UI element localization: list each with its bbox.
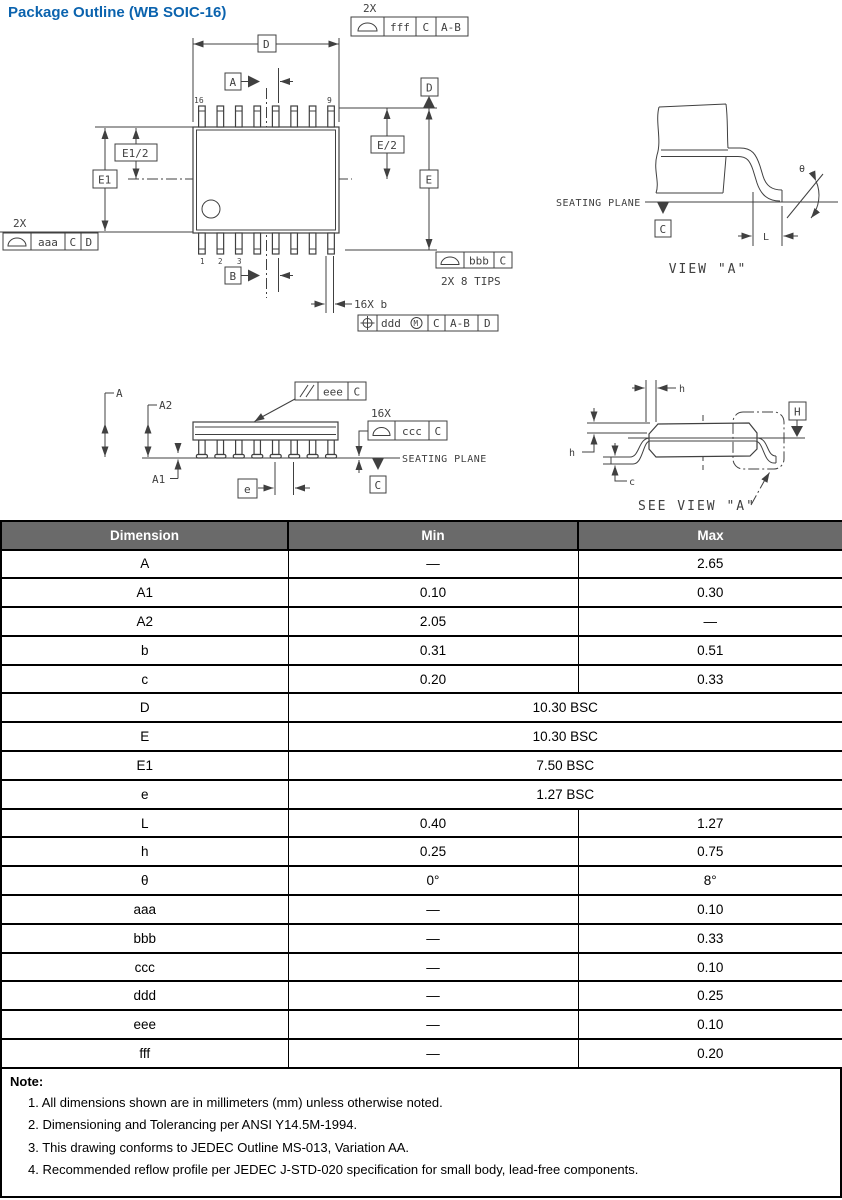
dimension-cell: A2 bbox=[1, 607, 288, 636]
bsc-value-cell: 1.27 BSC bbox=[288, 780, 842, 809]
min-value-cell: 2.05 bbox=[288, 607, 578, 636]
max-value-cell: 0.30 bbox=[578, 578, 842, 607]
dim-e1-half-label: E1/2 bbox=[122, 147, 149, 160]
bsc-value-cell: 7.50 BSC bbox=[288, 751, 842, 780]
page-title: Package Outline (WB SOIC-16) bbox=[8, 4, 227, 21]
pin-16-label: 16 bbox=[194, 96, 204, 105]
notes-section bbox=[0, 1069, 842, 1198]
dimension-cell: c bbox=[1, 665, 288, 694]
lead-foot bbox=[215, 455, 226, 459]
max-value-cell: — bbox=[578, 607, 842, 636]
lead bbox=[309, 440, 315, 455]
fcf-fff-tolerance: fff bbox=[390, 21, 410, 34]
qty-2x-top-label: 2X bbox=[363, 2, 377, 15]
fcf-aaa-tolerance: aaa bbox=[38, 236, 58, 249]
dimension-cell: θ bbox=[1, 866, 288, 895]
dim-a2-label: A2 bbox=[159, 399, 173, 412]
dimension-table bbox=[0, 520, 842, 1069]
min-value-cell: — bbox=[288, 1039, 578, 1068]
lead bbox=[291, 440, 297, 455]
pin bbox=[254, 106, 261, 127]
table-row bbox=[1, 809, 842, 838]
fcf-fff-datum-1: C bbox=[422, 21, 430, 34]
pin bbox=[309, 106, 316, 127]
table-row bbox=[1, 837, 842, 866]
header-dimension: Dimension bbox=[1, 521, 288, 550]
max-value-cell: 0.33 bbox=[578, 924, 842, 953]
min-value-cell: — bbox=[288, 953, 578, 982]
dimension-cell: aaa bbox=[1, 895, 288, 924]
left-lead bbox=[611, 438, 650, 464]
min-value-cell: — bbox=[288, 1010, 578, 1039]
pin bbox=[291, 233, 298, 254]
fcf-ddd-modifier: M bbox=[413, 318, 419, 328]
lead-foot bbox=[289, 455, 300, 459]
table-row bbox=[1, 924, 842, 953]
lead-foot bbox=[233, 455, 244, 459]
dimension-table-section bbox=[0, 520, 842, 1198]
fcf-eee-tolerance: eee bbox=[323, 385, 343, 399]
datum-c-triangle-icon bbox=[657, 202, 669, 214]
datum-flag-h-label: H bbox=[794, 405, 801, 419]
max-value-cell: 0.51 bbox=[578, 636, 842, 665]
max-value-cell: 0.33 bbox=[578, 665, 842, 694]
fcf-ddd-datum-2: A-B bbox=[450, 317, 470, 330]
table-row bbox=[1, 578, 842, 607]
leader-line bbox=[615, 478, 627, 481]
pin bbox=[217, 106, 224, 127]
package-body-end-view bbox=[649, 423, 757, 457]
seating-plane-label: SEATING PLANE bbox=[556, 198, 641, 209]
dim-d-label: D bbox=[263, 38, 270, 51]
fcf-ddd-datum-1: C bbox=[433, 317, 440, 330]
side-view-drawing bbox=[80, 370, 520, 515]
dim-a-label: A bbox=[116, 387, 123, 400]
pin-3-label: 3 bbox=[237, 257, 242, 266]
fcf-aaa-datum-2: D bbox=[85, 236, 93, 249]
min-value-cell: — bbox=[288, 550, 578, 579]
pin bbox=[309, 233, 316, 254]
table-row bbox=[1, 1010, 842, 1039]
qty-2x-left-label: 2X bbox=[13, 217, 27, 230]
dim-c-label: c bbox=[629, 477, 636, 488]
table-row bbox=[1, 751, 842, 780]
lead bbox=[273, 440, 279, 455]
fcf-eee-datum-1: C bbox=[353, 385, 361, 399]
pin bbox=[199, 233, 206, 254]
max-value-cell: 1.27 bbox=[578, 809, 842, 838]
top-view-drawing bbox=[0, 0, 540, 345]
min-value-cell: — bbox=[288, 981, 578, 1010]
fcf-ddd bbox=[358, 315, 498, 331]
fcf-aaa-datum-1: C bbox=[69, 236, 77, 249]
fcf-ddd-datum-3: D bbox=[484, 317, 491, 330]
min-value-cell: 0.25 bbox=[288, 837, 578, 866]
lead bbox=[217, 440, 223, 455]
pin bbox=[328, 106, 335, 127]
lead bbox=[236, 440, 242, 455]
min-value-cell: 0.31 bbox=[288, 636, 578, 665]
max-value-cell: 0.75 bbox=[578, 837, 842, 866]
dim-e1-label: E1 bbox=[98, 173, 112, 187]
fcf-ccc-tolerance: ccc bbox=[402, 425, 422, 438]
table-row bbox=[1, 1039, 842, 1068]
end-view-drawing bbox=[555, 370, 842, 520]
fcf-ccc bbox=[368, 421, 447, 440]
datum-flag-d-label: D bbox=[426, 81, 433, 95]
dim-e-label: e bbox=[244, 483, 251, 496]
table-row bbox=[1, 895, 842, 924]
pin-2-label: 2 bbox=[218, 257, 223, 266]
datum-b-label: B bbox=[229, 270, 237, 283]
pin bbox=[236, 233, 243, 254]
datum-a-label: A bbox=[229, 76, 237, 89]
fcf-aaa bbox=[3, 233, 98, 250]
lead-foot bbox=[307, 455, 318, 459]
dimension-cell: bbb bbox=[1, 924, 288, 953]
lead-foot bbox=[270, 455, 281, 459]
dim-a1-label: A1 bbox=[152, 473, 166, 486]
datum-b-arrow-icon bbox=[248, 270, 260, 282]
table-row bbox=[1, 636, 842, 665]
datum-c-triangle-icon bbox=[372, 458, 384, 470]
dimension-cell: e bbox=[1, 780, 288, 809]
max-value-cell: 8° bbox=[578, 866, 842, 895]
dim-l-label: L bbox=[763, 232, 770, 243]
dimension-cell: ccc bbox=[1, 953, 288, 982]
datum-flag-h-triangle-icon bbox=[791, 426, 803, 437]
note-item: 1. All dimensions shown are in millimeters (mm) unless otherwise noted. bbox=[28, 1094, 443, 1110]
min-value-cell: 0.40 bbox=[288, 809, 578, 838]
pin bbox=[328, 233, 335, 254]
dimension-cell: fff bbox=[1, 1039, 288, 1068]
leader-line bbox=[260, 399, 295, 418]
fcf-ccc-datum-1: C bbox=[434, 425, 442, 438]
body-section-outline bbox=[656, 104, 728, 193]
table-row bbox=[1, 607, 842, 636]
lead bbox=[199, 440, 205, 455]
dimension-cell: L bbox=[1, 809, 288, 838]
max-value-cell: 0.25 bbox=[578, 981, 842, 1010]
min-value-cell: 0.20 bbox=[288, 665, 578, 694]
lead-foot bbox=[196, 455, 207, 459]
dimension-cell: A1 bbox=[1, 578, 288, 607]
bsc-value-cell: 10.30 BSC bbox=[288, 722, 842, 751]
fcf-bbb-datum-1: C bbox=[499, 254, 507, 268]
datum-c-label: C bbox=[374, 479, 382, 492]
max-value-cell: 0.10 bbox=[578, 953, 842, 982]
see-view-a-caption: SEE VIEW "A" bbox=[638, 499, 756, 514]
fcf-bbb bbox=[436, 252, 512, 268]
min-value-cell: — bbox=[288, 924, 578, 953]
bsc-value-cell: 10.30 BSC bbox=[288, 693, 842, 722]
min-value-cell: 0.10 bbox=[288, 578, 578, 607]
seating-plane-label: SEATING PLANE bbox=[402, 454, 487, 465]
dimension-cell: h bbox=[1, 837, 288, 866]
dimension-cell: ddd bbox=[1, 981, 288, 1010]
dim-e-half-label: E/2 bbox=[377, 139, 397, 152]
lead-angle-line bbox=[787, 174, 823, 218]
datum-flag-d-triangle-icon bbox=[423, 96, 435, 108]
table-row bbox=[1, 550, 842, 579]
pin bbox=[272, 233, 279, 254]
dim-h-top-label: h bbox=[679, 384, 686, 395]
notes-label: Note: bbox=[10, 1073, 44, 1089]
pin bbox=[272, 106, 279, 127]
right-lead bbox=[755, 438, 776, 463]
pin bbox=[254, 233, 261, 254]
dim-e-label: E bbox=[425, 173, 433, 187]
pin bbox=[236, 106, 243, 127]
table-row bbox=[1, 981, 842, 1010]
dimension-cell: D bbox=[1, 693, 288, 722]
lead bbox=[254, 440, 260, 455]
view-a-drawing bbox=[540, 60, 842, 290]
lead-foot bbox=[326, 455, 337, 459]
max-value-cell: 0.10 bbox=[578, 1010, 842, 1039]
pin-1-label: 1 bbox=[200, 257, 205, 266]
fcf-ddd-tolerance: ddd bbox=[381, 317, 401, 330]
dimension-cell: A bbox=[1, 550, 288, 579]
pin bbox=[199, 106, 206, 127]
table-header-row bbox=[1, 521, 842, 550]
table-row bbox=[1, 693, 842, 722]
max-value-cell: 0.20 bbox=[578, 1039, 842, 1068]
leader-line bbox=[751, 476, 767, 505]
table-row bbox=[1, 866, 842, 895]
dimension-table-body bbox=[1, 550, 842, 1068]
gull-wing-lead bbox=[728, 148, 782, 201]
min-value-cell: 0° bbox=[288, 866, 578, 895]
view-a-caption: VIEW "A" bbox=[668, 262, 748, 277]
tips-label: 2X 8 TIPS bbox=[441, 275, 501, 288]
qty-16x-label: 16X bbox=[371, 407, 391, 420]
lead-foot bbox=[252, 455, 263, 459]
fcf-fff bbox=[351, 17, 468, 36]
lead-width-label: 16X b bbox=[354, 298, 388, 311]
pin bbox=[217, 233, 224, 254]
dim-h-left-label: h bbox=[569, 448, 576, 459]
leader-arrow bbox=[255, 418, 261, 422]
note-item: 3. This drawing conforms to JEDEC Outline MS-013, Variation AA. bbox=[28, 1139, 410, 1155]
fcf-bbb-tolerance: bbb bbox=[469, 254, 489, 268]
datum-c-label: C bbox=[659, 223, 667, 236]
lead bbox=[328, 440, 334, 455]
max-value-cell: 0.10 bbox=[578, 895, 842, 924]
fcf-eee bbox=[295, 382, 366, 400]
dimension-cell: eee bbox=[1, 1010, 288, 1039]
dimension-cell: E bbox=[1, 722, 288, 751]
max-value-cell: 2.65 bbox=[578, 550, 842, 579]
table-row bbox=[1, 665, 842, 694]
dimension-cell: E1 bbox=[1, 751, 288, 780]
dim-theta-label: θ bbox=[799, 164, 806, 175]
min-value-cell: — bbox=[288, 895, 578, 924]
table-row bbox=[1, 780, 842, 809]
table-row bbox=[1, 722, 842, 751]
leader-line bbox=[582, 449, 594, 452]
side-view-leads bbox=[196, 440, 336, 458]
fcf-fff-datum-2: A-B bbox=[441, 21, 461, 34]
pin-9-label: 9 bbox=[327, 96, 332, 105]
pin bbox=[291, 106, 298, 127]
notes-list bbox=[10, 1092, 832, 1182]
package-body-side-view bbox=[193, 422, 338, 440]
note-item: 2. Dimensioning and Tolerancing per ANSI Y14.5M-1994. bbox=[28, 1117, 358, 1133]
header-min: Min bbox=[288, 521, 578, 550]
table-row bbox=[1, 953, 842, 982]
leader-line bbox=[359, 431, 368, 435]
leader-arrow bbox=[765, 473, 770, 481]
header-max: Max bbox=[578, 521, 842, 550]
dimension-cell: b bbox=[1, 636, 288, 665]
note-item: 4. Recommended reflow profile per JEDEC J-STD-020 specification for small body, lead-free components. bbox=[28, 1162, 639, 1178]
datum-a-arrow-icon bbox=[248, 76, 260, 88]
